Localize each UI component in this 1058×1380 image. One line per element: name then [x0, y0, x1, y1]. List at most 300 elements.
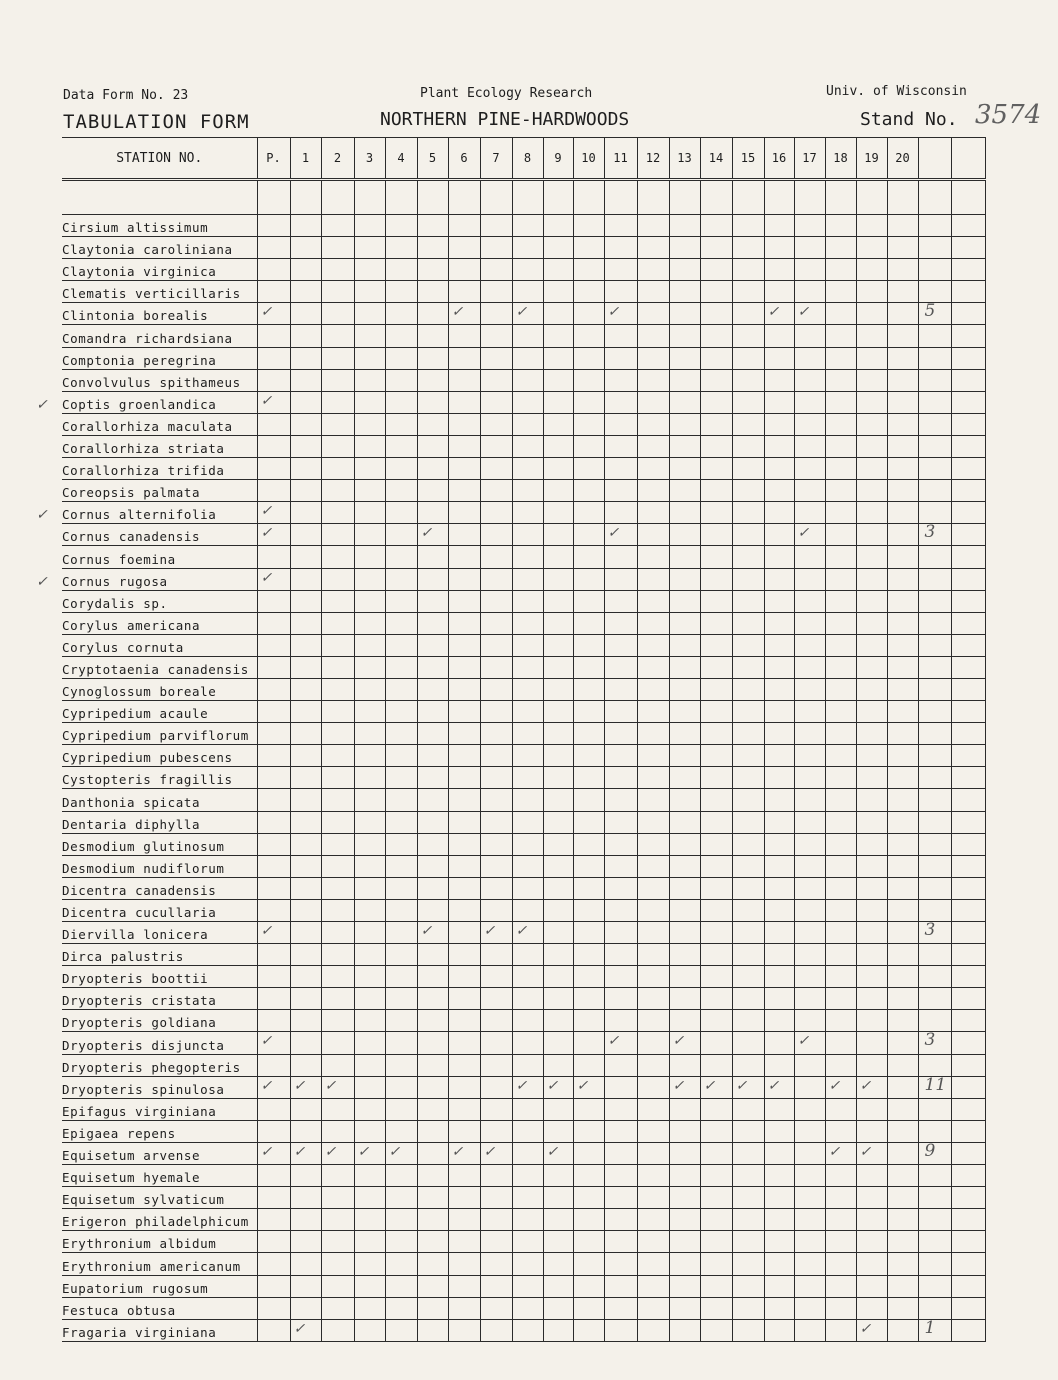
- station-cell: [825, 1231, 856, 1253]
- station-cell: [951, 678, 985, 700]
- station-cell: [700, 723, 732, 745]
- station-cell: [354, 1319, 385, 1341]
- station-cell: [257, 1319, 290, 1341]
- station-cell: [951, 1120, 985, 1142]
- species-label: Coreopsis palmata: [62, 485, 201, 501]
- species-label: Erigeron philadelphicum: [62, 1214, 249, 1230]
- university-label: Univ. of Wisconsin: [826, 84, 967, 99]
- station-cell: [887, 1187, 918, 1209]
- station-cell: [290, 922, 321, 944]
- spacer-cell: [62, 180, 257, 215]
- station-cell: [257, 215, 290, 237]
- station-cell: [604, 855, 637, 877]
- spacer-cell: [856, 180, 887, 215]
- station-cell: [887, 1010, 918, 1032]
- station-cell: [604, 1165, 637, 1187]
- station-cell: [764, 1142, 794, 1164]
- row-total: 3: [924, 920, 936, 940]
- station-cell: [512, 656, 543, 678]
- station-cell: [732, 303, 764, 325]
- station-cell: [448, 1076, 480, 1098]
- check-mark: ✓: [260, 525, 273, 542]
- station-cell: [604, 634, 637, 656]
- species-row: [62, 215, 985, 237]
- species-row: [62, 634, 985, 656]
- station-cell: [480, 325, 512, 347]
- station-cell: [512, 634, 543, 656]
- station-cell: [480, 1120, 512, 1142]
- station-cell: [448, 988, 480, 1010]
- station-col-19: 19: [856, 138, 887, 180]
- station-cell: [573, 1253, 604, 1275]
- station-cell: [512, 988, 543, 1010]
- station-cell: [794, 325, 825, 347]
- station-cell: [417, 369, 448, 391]
- station-cell: [887, 502, 918, 524]
- station-cell: [417, 480, 448, 502]
- species-row: [62, 259, 985, 281]
- station-cell: [918, 325, 951, 347]
- station-cell: [512, 215, 543, 237]
- station-cell: [951, 789, 985, 811]
- station-cell: [417, 1231, 448, 1253]
- station-cell: [290, 458, 321, 480]
- species-row: [62, 833, 985, 855]
- station-cell: [480, 612, 512, 634]
- station-cell: [417, 1297, 448, 1319]
- species-label: Dryopteris disjuncta: [62, 1037, 225, 1053]
- station-cell: [257, 723, 290, 745]
- station-cell: [825, 1165, 856, 1187]
- station-cell: [417, 1165, 448, 1187]
- station-cell: [448, 215, 480, 237]
- station-cell: [573, 1032, 604, 1054]
- station-cell: [417, 1032, 448, 1054]
- station-cell: [512, 1253, 543, 1275]
- station-cell: [951, 215, 985, 237]
- station-cell: [512, 259, 543, 281]
- station-cell: [918, 833, 951, 855]
- station-cell: [417, 745, 448, 767]
- species-row: [62, 435, 985, 457]
- station-cell: [700, 1275, 732, 1297]
- station-cell: [951, 1319, 985, 1341]
- station-cell: [573, 1165, 604, 1187]
- station-cell: [290, 1032, 321, 1054]
- station-cell: [825, 347, 856, 369]
- station-cell: [354, 988, 385, 1010]
- station-cell: [480, 237, 512, 259]
- station-cell: [448, 325, 480, 347]
- species-row: [62, 1187, 985, 1209]
- station-cell: [257, 281, 290, 303]
- station-cell: [764, 1165, 794, 1187]
- station-cell: [321, 1032, 354, 1054]
- station-cell: [604, 1319, 637, 1341]
- station-cell: [385, 877, 417, 899]
- station-cell: [669, 1297, 700, 1319]
- station-cell: [700, 1142, 732, 1164]
- station-cell: [480, 988, 512, 1010]
- station-cell: [637, 723, 669, 745]
- station-cell: [764, 966, 794, 988]
- station-cell: [669, 789, 700, 811]
- station-cell: [825, 877, 856, 899]
- station-cell: [604, 590, 637, 612]
- check-mark: ✓: [607, 525, 620, 542]
- station-cell: [856, 966, 887, 988]
- station-cell: [856, 480, 887, 502]
- station-cell: [764, 811, 794, 833]
- station-cell: [448, 634, 480, 656]
- station-cell: [512, 612, 543, 634]
- station-cell: [417, 988, 448, 1010]
- station-cell: [951, 1098, 985, 1120]
- station-cell: [512, 1098, 543, 1120]
- station-cell: [887, 1054, 918, 1076]
- station-cell: [321, 237, 354, 259]
- station-cell: [543, 1297, 573, 1319]
- station-cell: [448, 1010, 480, 1032]
- spacer-cell: [887, 180, 918, 215]
- station-cell: [543, 833, 573, 855]
- species-label: Dentaria diphylla: [62, 816, 201, 832]
- station-cell: [480, 568, 512, 590]
- station-cell: [856, 568, 887, 590]
- station-cell: [951, 435, 985, 457]
- station-cell: [321, 1076, 354, 1098]
- station-cell: [257, 1209, 290, 1231]
- station-cell: [354, 1187, 385, 1209]
- station-cell: [951, 922, 985, 944]
- station-cell: [951, 745, 985, 767]
- station-col-16: 16: [764, 138, 794, 180]
- station-cell: [700, 1120, 732, 1142]
- station-cell: [918, 701, 951, 723]
- station-cell: [512, 237, 543, 259]
- station-cell: [794, 391, 825, 413]
- species-row: [62, 369, 985, 391]
- station-cell: [448, 546, 480, 568]
- station-cell: [918, 590, 951, 612]
- station-cell: [321, 877, 354, 899]
- species-label: Diervilla lonicera: [62, 927, 209, 943]
- station-cell: [732, 1142, 764, 1164]
- station-cell: [825, 1142, 856, 1164]
- station-cell: [543, 634, 573, 656]
- station-cell: [637, 259, 669, 281]
- station-cell: [669, 480, 700, 502]
- station-cell: [385, 944, 417, 966]
- station-cell: [257, 1076, 290, 1098]
- station-cell: [856, 391, 887, 413]
- station-cell: [637, 1319, 669, 1341]
- station-cell: [764, 369, 794, 391]
- station-cell: [856, 1098, 887, 1120]
- station-cell: [856, 833, 887, 855]
- station-cell: [543, 767, 573, 789]
- station-cell: [417, 568, 448, 590]
- species-label: Claytonia virginica: [62, 264, 217, 280]
- station-cell: [321, 899, 354, 921]
- station-cell: [637, 612, 669, 634]
- station-cell: [573, 347, 604, 369]
- station-cell: [512, 391, 543, 413]
- station-cell: [825, 789, 856, 811]
- station-cell: [700, 259, 732, 281]
- station-cell: [321, 347, 354, 369]
- station-cell: [825, 1209, 856, 1231]
- species-name: [62, 1098, 257, 1120]
- species-row: [62, 1142, 985, 1164]
- station-cell: [354, 811, 385, 833]
- station-cell: [856, 723, 887, 745]
- station-cell: [417, 811, 448, 833]
- station-cell: [669, 745, 700, 767]
- station-cell: [573, 1275, 604, 1297]
- species-name: [62, 789, 257, 811]
- species-name: [36, 391, 257, 413]
- station-cell: [512, 568, 543, 590]
- station-col-15: 15: [732, 138, 764, 180]
- station-cell: [700, 458, 732, 480]
- station-cell: [448, 259, 480, 281]
- spacer-cell: [918, 180, 951, 215]
- station-cell: [480, 855, 512, 877]
- station-cell: [448, 899, 480, 921]
- station-cell: [257, 789, 290, 811]
- station-cell: [480, 1076, 512, 1098]
- station-cell: [321, 944, 354, 966]
- station-cell: [354, 745, 385, 767]
- station-cell: [321, 1319, 354, 1341]
- station-cell: [290, 1231, 321, 1253]
- forest-type: NORTHERN PINE-HARDWOODS: [380, 109, 630, 130]
- station-cell: [290, 966, 321, 988]
- station-cell: [354, 281, 385, 303]
- station-cell: [543, 1165, 573, 1187]
- station-cell: [700, 944, 732, 966]
- station-cell: [669, 1120, 700, 1142]
- station-cell: [290, 1319, 321, 1341]
- species-row: [62, 612, 985, 634]
- station-cell: [951, 1142, 985, 1164]
- station-cell: [290, 855, 321, 877]
- station-cell: [512, 480, 543, 502]
- station-col-3: 3: [354, 138, 385, 180]
- station-cell: [290, 678, 321, 700]
- station-cell: [951, 237, 985, 259]
- station-cell: [794, 767, 825, 789]
- station-cell: [385, 634, 417, 656]
- station-cell: [321, 391, 354, 413]
- station-cell: [764, 1253, 794, 1275]
- station-cell: [573, 634, 604, 656]
- station-cell: [512, 369, 543, 391]
- station-cell: [480, 922, 512, 944]
- station-cell: [257, 458, 290, 480]
- station-cell: [417, 723, 448, 745]
- station-cell: [321, 480, 354, 502]
- station-cell: [669, 1231, 700, 1253]
- station-cell: [257, 612, 290, 634]
- station-cell: [321, 1297, 354, 1319]
- station-cell: [290, 1142, 321, 1164]
- station-cell: [385, 1120, 417, 1142]
- station-cell: [764, 1187, 794, 1209]
- station-cell: [794, 1231, 825, 1253]
- station-cell: [417, 678, 448, 700]
- station-cell: [856, 877, 887, 899]
- station-cell: [856, 325, 887, 347]
- station-cell: [856, 789, 887, 811]
- station-cell: [257, 590, 290, 612]
- station-cell: [794, 966, 825, 988]
- station-cell: [951, 899, 985, 921]
- station-cell: [764, 303, 794, 325]
- species-row: [62, 789, 985, 811]
- species-row: [62, 480, 985, 502]
- station-cell: [918, 1076, 951, 1098]
- check-mark: ✓: [260, 923, 273, 939]
- check-mark: ✓: [260, 1033, 273, 1050]
- station-col-0: P.: [257, 138, 290, 180]
- station-cell: [573, 944, 604, 966]
- station-cell: [257, 546, 290, 568]
- station-cell: [918, 391, 951, 413]
- station-cell: [290, 723, 321, 745]
- station-cell: [794, 988, 825, 1010]
- station-cell: [700, 922, 732, 944]
- station-cell: [887, 480, 918, 502]
- station-cell: [951, 1253, 985, 1275]
- station-cell: [257, 1142, 290, 1164]
- station-cell: [512, 590, 543, 612]
- species-name: [62, 1319, 257, 1341]
- station-cell: [417, 899, 448, 921]
- station-cell: [825, 215, 856, 237]
- station-cell: [512, 811, 543, 833]
- station-cell: [604, 391, 637, 413]
- station-cell: [825, 1187, 856, 1209]
- species-name: [62, 1076, 257, 1098]
- station-cell: [321, 524, 354, 546]
- species-name: [62, 1010, 257, 1032]
- stand-label: Stand No.: [860, 109, 958, 130]
- station-cell: [417, 347, 448, 369]
- station-cell: [918, 502, 951, 524]
- station-cell: [354, 347, 385, 369]
- station-cell: [637, 944, 669, 966]
- species-row: [62, 656, 985, 678]
- station-cell: [856, 215, 887, 237]
- station-cell: [794, 1209, 825, 1231]
- station-cell: [918, 1297, 951, 1319]
- station-cell: [918, 767, 951, 789]
- station-cell: [354, 215, 385, 237]
- station-cell: [700, 745, 732, 767]
- station-cell: [417, 612, 448, 634]
- species-name: [62, 678, 257, 700]
- station-cell: [512, 281, 543, 303]
- species-row: [62, 1165, 985, 1187]
- station-cell: [856, 1010, 887, 1032]
- station-cell: [856, 745, 887, 767]
- station-cell: [825, 767, 856, 789]
- station-cell: [448, 502, 480, 524]
- check-mark: ✓: [546, 1143, 559, 1160]
- station-cell: [512, 1054, 543, 1076]
- station-cell: [543, 944, 573, 966]
- station-cell: [290, 325, 321, 347]
- station-cell: [417, 546, 448, 568]
- station-cell: [856, 502, 887, 524]
- species-row: [62, 391, 985, 413]
- station-cell: [951, 1187, 985, 1209]
- station-cell: [732, 502, 764, 524]
- station-cell: [764, 215, 794, 237]
- station-cell: [354, 259, 385, 281]
- station-cell: [354, 1253, 385, 1275]
- station-cell: [385, 1010, 417, 1032]
- station-cell: [637, 1120, 669, 1142]
- species-name: [62, 325, 257, 347]
- station-cell: [764, 568, 794, 590]
- station-cell: [887, 1142, 918, 1164]
- station-cell: [732, 1231, 764, 1253]
- station-cell: [573, 369, 604, 391]
- station-col-12: 12: [637, 138, 669, 180]
- station-cell: [764, 502, 794, 524]
- station-cell: [448, 1209, 480, 1231]
- station-cell: [856, 590, 887, 612]
- station-cell: [448, 391, 480, 413]
- station-cell: [604, 458, 637, 480]
- station-col-4: 4: [385, 138, 417, 180]
- station-cell: [764, 922, 794, 944]
- station-cell: [354, 502, 385, 524]
- species-name: [62, 215, 257, 237]
- species-label: Desmodium glutinosum: [62, 838, 225, 854]
- station-cell: [604, 1231, 637, 1253]
- species-row: [62, 546, 985, 568]
- station-cell: [951, 988, 985, 1010]
- station-cell: [290, 480, 321, 502]
- station-cell: [573, 1297, 604, 1319]
- station-cell: [448, 745, 480, 767]
- station-cell: [669, 701, 700, 723]
- station-cell: [448, 590, 480, 612]
- station-cell: [543, 789, 573, 811]
- station-cell: [257, 767, 290, 789]
- station-cell: [604, 767, 637, 789]
- station-cell: [669, 281, 700, 303]
- station-cell: [918, 1209, 951, 1231]
- station-cell: [448, 1231, 480, 1253]
- station-cell: [732, 347, 764, 369]
- station-cell: [856, 413, 887, 435]
- station-cell: [825, 1010, 856, 1032]
- station-cell: [732, 634, 764, 656]
- station-cell: [669, 855, 700, 877]
- station-cell: [385, 922, 417, 944]
- station-cell: [887, 922, 918, 944]
- station-cell: [354, 833, 385, 855]
- station-cell: [637, 811, 669, 833]
- station-cell: [669, 833, 700, 855]
- station-cell: [637, 899, 669, 921]
- station-cell: [732, 767, 764, 789]
